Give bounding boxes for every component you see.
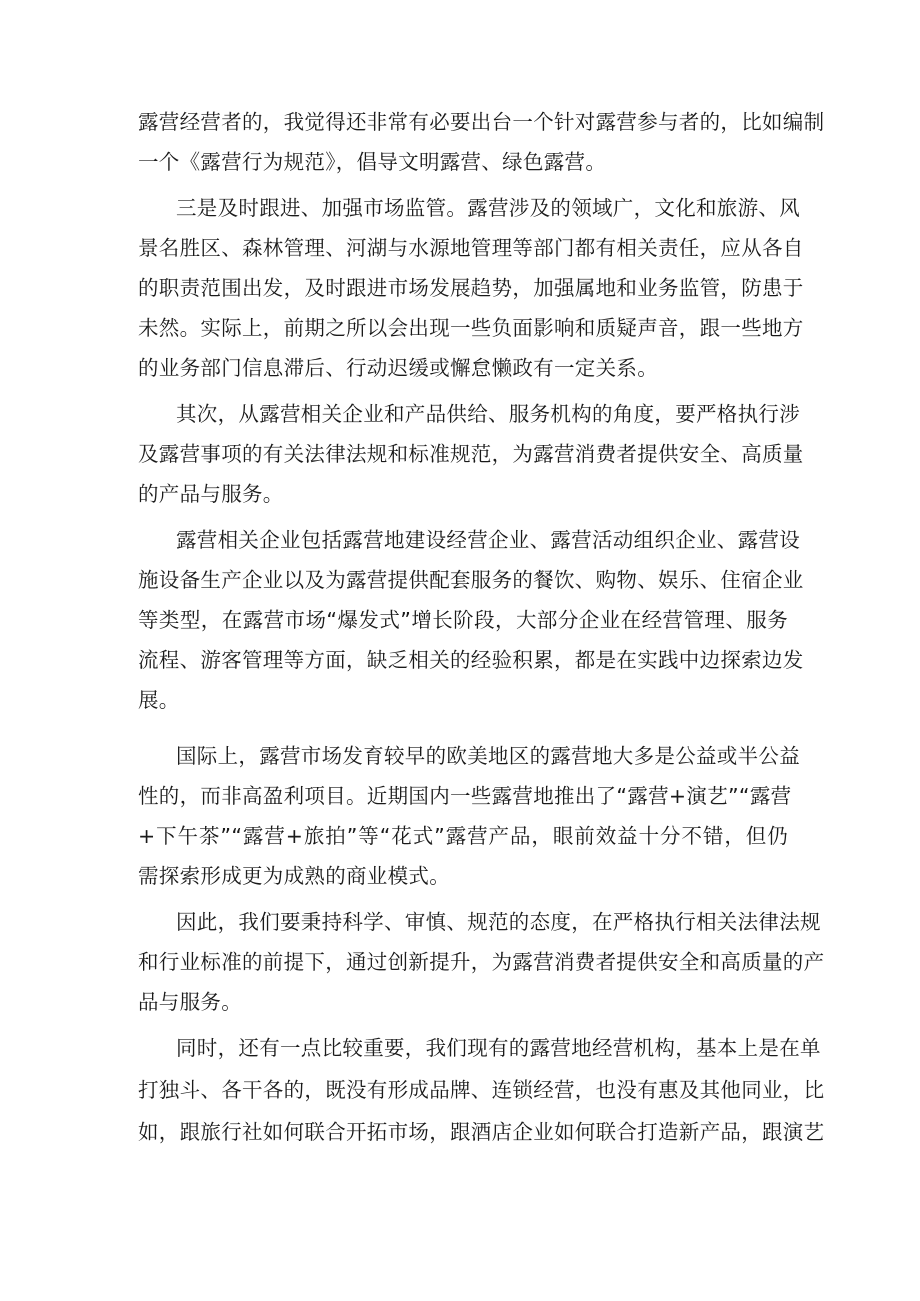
text-line: 打独斗、各干各的，既没有形成品牌、连锁经营，也没有惠及其他同业，比 [138, 1078, 825, 1102]
text-line: 性的，而非高盈利项目。近期国内一些露营地推出了“露营+演艺”“露营 [138, 784, 792, 808]
text-line: 需探索形成更为成熟的商业模式。 [138, 864, 450, 888]
text-line: 露营相关企业包括露营地建设经营企业、露营活动组织企业、露营设 [176, 528, 800, 552]
text-line: 同时，还有一点比较重要，我们现有的露营地经营机构，基本上是在单 [176, 1036, 821, 1060]
text-line: 国际上，露营市场发育较早的欧美地区的露营地大多是公益或半公益 [176, 744, 800, 768]
text-line: 未然。实际上，前期之所以会出现一些负面影响和质疑声音，跟一些地方 [138, 316, 804, 340]
text-line: 展。 [138, 688, 180, 712]
text-line: 的产品与服务。 [138, 482, 284, 506]
text-line: 如，跟旅行社如何联合开拓市场，跟酒店企业如何联合打造新产品，跟演艺 [138, 1120, 825, 1144]
text-line: 和行业标准的前提下，通过创新提升，为露营消费者提供安全和高质量的产 [138, 950, 825, 974]
text-line: 因此，我们要秉持科学、审慎、规范的态度，在严格执行相关法律法规 [176, 910, 821, 934]
text-line: +下午茶”“露营+旅拍”等“花式”露营产品，眼前效益十分不错，但仍 [138, 824, 788, 848]
text-line: 一个《露营行为规范》，倡导文明露营、绿色露营。 [138, 150, 607, 174]
text-line: 的职责范围出发，及时跟进市场发展趋势，加强属地和业务监管，防患于 [138, 276, 804, 300]
text-line: 的业务部门信息滞后、行动迟缓或懈怠懒政有一定关系。 [138, 356, 658, 380]
text-line: 等类型，在露营市场“爆发式”增长阶段，大部分企业在经营管理、服务 [138, 608, 788, 632]
text-line: 景名胜区、森林管理、河湖与水源地管理等部门都有相关责任，应从各自 [138, 236, 804, 260]
text-line: 其次，从露营相关企业和产品供给、服务机构的角度，要严格执行涉 [176, 402, 800, 426]
text-line: 露营经营者的，我觉得还非常有必要出台一个针对露营参与者的，比如编制 [138, 110, 825, 134]
text-line: 流程、游客管理等方面，缺乏相关的经验积累，都是在实践中边探索边发 [138, 648, 804, 672]
text-line: 三是及时跟进、加强市场监管。露营涉及的领域广，文化和旅游、风 [176, 196, 800, 220]
text-line: 品与服务。 [138, 990, 242, 1014]
text-line: 施设备生产企业以及为露营提供配套服务的餐饮、购物、娱乐、住宿企业 [138, 568, 804, 592]
text-line: 及露营事项的有关法律法规和标准规范，为露营消费者提供安全、高质量 [138, 442, 804, 466]
